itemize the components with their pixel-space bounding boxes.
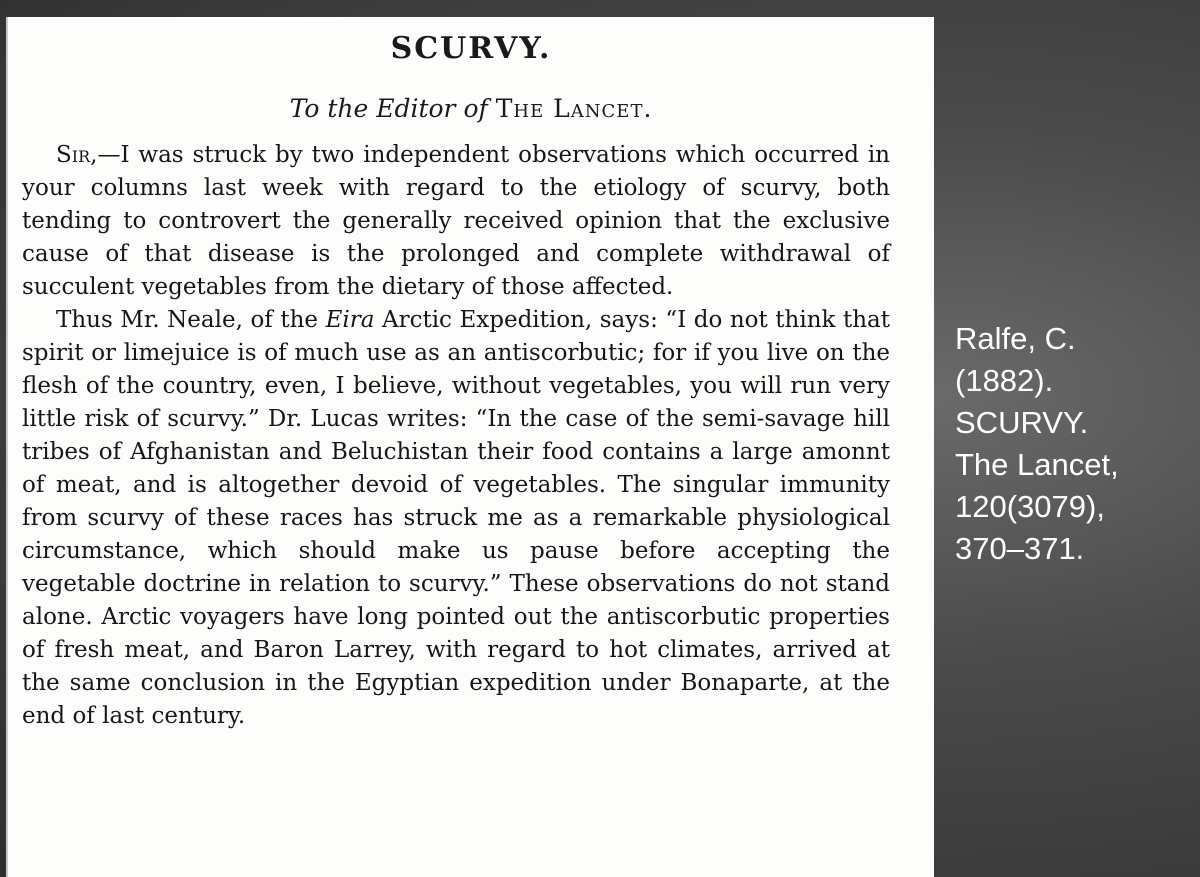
paragraph-1-text: —I was struck by two independent observations which occurred in your columns last week with regard to the etiology of scurvy, both tending to controvert the generally received opinion that the exclusive cause of that disease is the prolonged and complete withdrawal of succulent vegetables from the dietary of those affected. [22,142,890,300]
paragraph-1 [22,139,890,304]
salutation-italic: To the Editor of [289,94,488,123]
paragraph-2-start: Thus Mr. Neale, of the [56,307,319,333]
letter-body [22,139,890,733]
ship-name: Eira [325,307,375,333]
citation-caption [955,318,1185,570]
paragraph-2 [22,304,890,733]
citation-author: Ralfe, C. [955,321,1076,356]
salutation-line [8,94,934,123]
journal-name: The Lancet. [495,94,653,123]
citation-pages: 370–371. [955,531,1085,566]
opening-word: Sir, [56,142,98,168]
citation-year: (1882). [955,363,1054,398]
article-title: SCURVY. [390,31,552,66]
article-clipping [6,17,934,877]
citation-journal: The Lancet, [955,447,1119,482]
citation-title: SCURVY. [955,405,1089,440]
citation-issue: 120(3079), [955,489,1105,524]
paragraph-2-text: Arctic Expedition, says: “I do not think that spirit or limejuice is of much use as an antiscorbutic; for if you live on the flesh of the country, even, I believe, without vegetables, you will run very little risk of scurvy.” Dr. Lucas writes: “In the case of the semi-savage hill tribes of Afghanistan and Beluchistan their food contains a large amonnt of meat, and is altogether devoid of vegetables. The singular immunity from scurvy of these races has struck me as a remarkable physiological circumstance, which should make us pause before accepting the vegetable doctrine in relation to scurvy.” These observations do not stand alone. Arctic voyagers have long pointed out the antiscorbutic properties of fresh meat, and Baron Larrey, with regard to hot climates, arrived at the same conclusion in the Egyptian expedition under Bonaparte, at the end of last century. [22,307,890,729]
